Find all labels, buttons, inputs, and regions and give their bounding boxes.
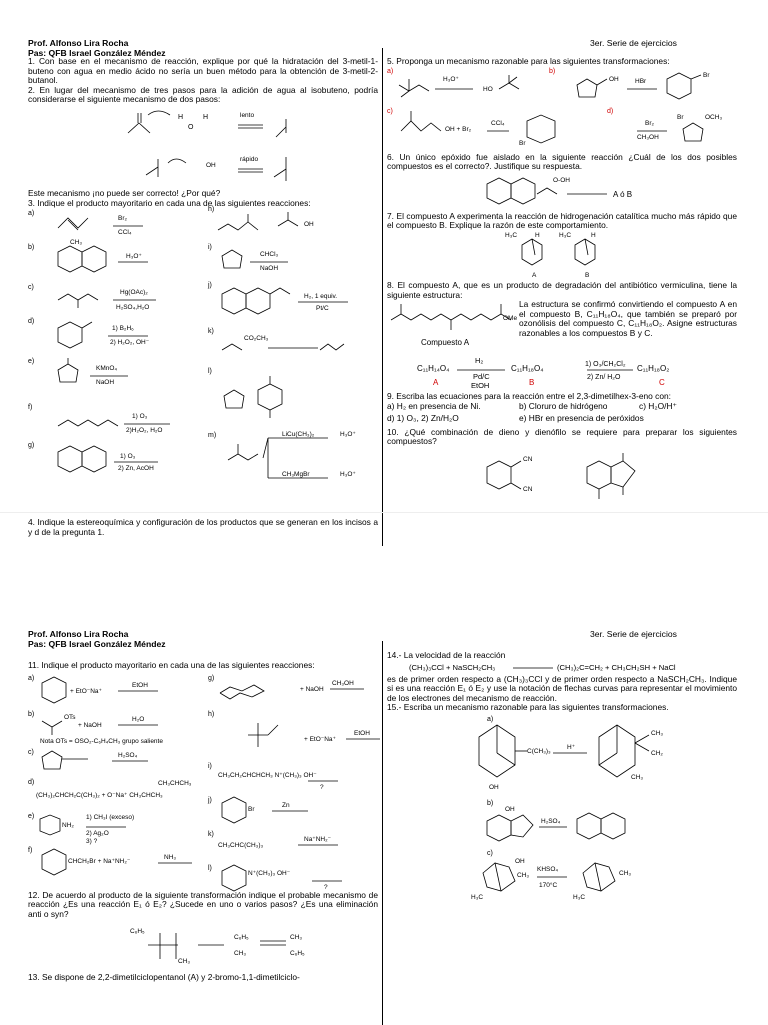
q3-reaction-e: e) KMnO₄ NaOH: [28, 356, 203, 402]
q2-mechanism-step-2: [28, 147, 378, 189]
q8-description: La estructura se confirmó convirtiendo el compuesto A en el compuesto B, C₁₁H₁₈O₄, que también se preparó por ozonólisis del compuesto C, C₁₁H₁₈O₂. Asigne estructuras razonables a los compuestos B y C.: [519, 299, 737, 338]
q2-oh-label: OH: [206, 161, 216, 169]
q5-row-2: c) OH + Br₂ CCl₄ Br d) Br₂ CH₃OH Br OCH₃: [387, 107, 737, 153]
q11-reaction-c: c) H₂SO₄: [28, 747, 203, 777]
q3-reaction-d: d) 1) B₂H₆ 2) H₂O₂, OH⁻: [28, 316, 203, 356]
q11-k-arrow: [208, 829, 383, 863]
question-10: 10. ¿Qué combinación de dieno y dienófilo se requiere para preparar los siguientes compuestos?: [387, 426, 737, 447]
q3-f-structure: [28, 402, 203, 440]
q11-reaction-d: d) (CH₃)₂CHCH₂C(CH₃)₂ + O⁻Na⁺ CH₃CHCH₃ CH₃CHCH₃: [28, 778, 192, 799]
q15-b-structure: [387, 799, 737, 849]
q3-reactions: [28, 208, 378, 518]
page-2: [0, 512, 768, 1025]
q3-reaction-c: c) Hg(OAc)₂ H₂SO₄,H₂O: [28, 282, 203, 316]
question-14-text: es de primer orden respecto a (CH₃)₃CCl y de primer orden respecto a NaSCH₂CH₃. Indique si es una reacción E₁ ó E₂ y use la notación de flechas curvas para representar el movimiento de los electrones del mecanismo de reacción.: [387, 673, 737, 703]
q14-equation: (CH₃)₃CCl + NaSCH₂CH₃ (CH₃)₂C=CH₂ + CH₃CH₂SH + NaCl: [387, 661, 737, 675]
q2-mechanism-step-1: [28, 105, 378, 147]
q15-reaction-a: a) C(CH₃)₃ OH H⁺ CH₃ CH₂ CH₃: [387, 713, 737, 799]
q3-reactions-right: [208, 204, 383, 490]
question-1: 1. Con base en el mecanismo de reacción, explique por qué la hidratación del 3-metil-1-buteno con agua en medio ácido no sería un buen método para la obtención de 3-metil-2-butanol.: [28, 56, 378, 86]
svg-text:H: H: [178, 113, 184, 121]
page1-left-column: [28, 57, 378, 537]
question-5: 5. Proponga un mecanismo razonable para las siguientes transformaciones:: [387, 56, 670, 66]
q3-reaction-l: l): [208, 366, 383, 430]
q15-reaction-b: b) OH H₂SO₄: [387, 799, 737, 849]
question-3: 3. Indique el producto mayoritario en cada una de las siguientes reacciones:: [28, 197, 311, 208]
q3-reaction-k: k) CO₂CH₃: [208, 326, 383, 366]
q10-diagram: [387, 447, 737, 507]
q3-reaction-a: a) Br₂ CCl₄: [28, 208, 203, 242]
q11-reaction-i: i) CH₃CH₂CHCHCH₃ N⁺(CH₃)₃ OH⁻ ?: [208, 761, 383, 795]
q11-reaction-e: e) NH₂ 1) CH₃I (exceso) 2) Ag₂O 3) ?: [28, 811, 203, 845]
question-7: 7. El compuesto A experimenta la reacción de hidrogenación catalítica mucho más rápido que el compuesto B. Explique la razón de este comportamiento.: [387, 210, 737, 231]
q3-a-structure: [28, 208, 198, 242]
q11-reaction-g: g) + NaOH CH₃OH: [208, 673, 383, 709]
question-15: 15.- Escriba un mecanismo razonable para las siguientes transformaciones.: [387, 702, 669, 713]
q3-b-structure: [28, 242, 198, 282]
q12-diagram: [28, 919, 378, 973]
page2-right-column: [387, 651, 737, 907]
q3-l-structure: [208, 366, 378, 430]
question-4: 4. Indique la estereoquímica y configuración de los productos que se generan en los incisos a y d de la pregunta 1.: [28, 517, 378, 537]
q11-reaction-b: b) OTs + NaOH H₂O Nota OTs = OSO₂-C₆H₄CH₃ grupo saliente: [28, 709, 203, 747]
q3-reactions-left: [28, 208, 203, 484]
q3-reaction-h: h) OH: [208, 204, 383, 242]
question-2: 2. En lugar del mecanismo de tres pasos para la adición de agua al isobuteno, podría considerarse el siguiente mecanismo de dos pasos:: [28, 84, 378, 105]
q11-reaction-h: h) + EtO⁻Na⁺ EtOH: [208, 709, 383, 761]
page2-header-right: 3er. Serie de ejercicios: [590, 629, 677, 639]
q11-reaction-a: a) + EtO⁻Na⁺ EtOH: [28, 673, 203, 709]
q11-i-arrow: [208, 761, 383, 795]
q15-reaction-c: c) OH KHSO₄ 170°C CH₃ H₃C CH₃ H₃C: [387, 849, 737, 907]
question-11: 11. Indique el producto mayoritario en cada una de las siguientes reacciones:: [28, 660, 315, 670]
question-2-note: Este mecanismo ¡no puede ser correcto! ¿Por qué?: [28, 187, 221, 198]
q3-reaction-j: j) H₂, 1 equiv. Pt/C: [208, 280, 383, 326]
q3-reaction-f: f) 1) O₃ 2)H₂O₂, H₂O: [28, 402, 203, 440]
question-13: 13. Se dispone de 2,2-dimetilciclopentanol (A) y 2-bromo-1,1-dimetilciclo-: [28, 972, 300, 983]
q5-row-1: a) H₃O⁺ HO b) OH HBr Br: [387, 67, 737, 107]
q8-scheme-arrows: [387, 356, 737, 392]
q2-fast-label: rápido: [240, 155, 259, 163]
q3-c-structure: [28, 282, 198, 316]
q5-row1-structures: [387, 67, 737, 107]
q8-scheme: C₁₁H₁₄O₄ A H₂ Pd/C EtOH C₁₁H₁₈O₄ B 1) O₃/CH₂Cl₂ 2) Zn/ H₂O C₁₁H₁₈O₂ C: [387, 356, 737, 392]
q3-k-structure: [208, 326, 378, 366]
q11-reaction-k: k) CH₃CHC(CH₃)₃ Na⁺NH₂⁻: [208, 829, 383, 863]
page2-left-column: [28, 661, 378, 983]
q3-reaction-m: m) LiCu(CH₃)₂ CH₃MgBr H₃O⁺ H₃O⁺: [208, 430, 383, 490]
q11-a-structure: [28, 673, 198, 709]
page1-header-left: [28, 38, 166, 58]
svg-text:H: H: [203, 113, 209, 121]
question-12: 12. De acuerdo al producto de la siguiente transformación indique el probable mecanismo de reacción ¿Es una reacción E₁ ó E₂? ¿Sucede en uno o varios pasos? ¿Es una eliminación anti o syn?: [28, 889, 378, 919]
q12-scheme: C₆H₅ CH₃ C₆H₅ CH₃ CH₃ C₆H₅: [28, 919, 378, 973]
q11-reactions: [28, 671, 378, 891]
q2-slow-label: lento: [240, 111, 255, 119]
q11-c-structure: [28, 747, 198, 777]
svg-text:O: O: [188, 123, 194, 131]
q11-left: [28, 673, 203, 879]
q15-c-structure: [387, 849, 737, 907]
q10-structures: CN CN: [387, 447, 737, 507]
q3-reaction-b: b) H₃O⁺ CH₃: [28, 242, 203, 282]
q11-right: [208, 673, 383, 897]
q8-compound-a: OMe Compuesto A La estructura se confirmó convirtiendo el compuesto A en el compuesto B, C₁₁H₁₈O₄, que también se preparó por ozonólisis del compuesto C, C₁₁H₁₈O₂. Asigne estructuras razonables a los compuestos B y C.: [387, 300, 737, 356]
page2-header-left: [28, 629, 166, 649]
q5-row2-structures: [387, 107, 737, 153]
q3-d-structure: [28, 316, 198, 356]
q3-j-structure: [208, 280, 378, 326]
question-9: 9. Escriba las ecuaciones para la reacción entre el 2,3-dimetilhex-3-eno con:: [387, 391, 671, 402]
question-14: 14.- La velocidad de la reacción: [387, 650, 506, 660]
q3-g-structure: [28, 440, 203, 484]
q11-reaction-l: l) N⁺(CH₃)₃ OH⁻ ?: [208, 863, 383, 897]
q9-options: a) H₂ en presencia de Ni. b) Cloruro de hidrógeno c) H₂O/H⁺ d) 1) O₃, 2) Zn/H₂O e) HBr en presencia de peróxidos: [387, 400, 677, 423]
q11-j-structure: [208, 795, 383, 829]
q7-structures: H₃C H H₃C H A B: [387, 231, 737, 281]
question-6: 6. Un único epóxido fue aislado en la siguiente reacción ¿Cuál de los dos posibles compuestos es el correcto?. Justifique su respuesta.: [387, 151, 737, 172]
assistant-name: Pas: QFB Israel González Méndez: [28, 48, 166, 58]
q11-reaction-f: f) CHCH₂Br + Na⁺NH₂⁻ NH₃: [28, 845, 203, 879]
q3-h-structure: [208, 204, 378, 242]
q3-reaction-i: i) CHCl₃ NaOH: [208, 242, 383, 280]
q11-l-structure: [208, 863, 383, 897]
q11-reaction-j: j) Br Zn: [208, 795, 383, 829]
q2-mechanism-2-diagram: [28, 147, 288, 189]
assistant-name-2: Pas: QFB Israel González Méndez: [28, 639, 166, 649]
professor-name: Prof. Alfonso Lira Rocha: [28, 38, 129, 48]
q15-a-structure: [387, 713, 737, 799]
professor-name-2: Prof. Alfonso Lira Rocha: [28, 629, 129, 639]
q3-reaction-g: g) 1) O₃ 2) Zn, AcOH: [28, 440, 203, 484]
page1-header-right: 3er. Serie de ejercicios: [590, 38, 677, 48]
question-8: 8. El compuesto A, que es un producto de degradación del antibiótico vermiculina, tiene la siguiente estructura:: [387, 279, 737, 300]
q3-i-structure: [208, 242, 378, 280]
q8-compound-a-structure: [387, 300, 517, 356]
q6-reaction: O-OH A ó B: [387, 172, 737, 212]
page1-right-column: [387, 57, 737, 507]
